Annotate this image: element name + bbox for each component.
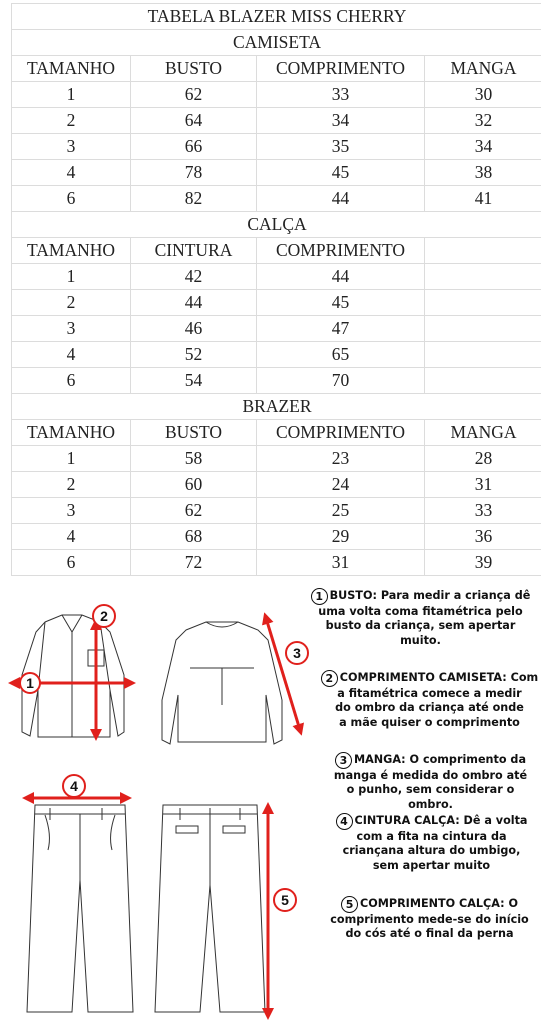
note-line: a fitamétrica comece a medir	[337, 687, 522, 700]
table-cell: 1	[12, 446, 131, 472]
table-row	[12, 472, 541, 498]
table-cell: 82	[131, 186, 257, 212]
table-cell: 58	[131, 446, 257, 472]
note-line: sem apertar muito	[372, 858, 491, 872]
table-cell: 72	[131, 550, 257, 576]
table-row	[12, 108, 541, 134]
table-cell	[425, 368, 541, 394]
table-cell: 60	[131, 472, 257, 498]
header-row	[12, 420, 541, 446]
note-pants-length	[318, 896, 541, 942]
table-cell: 25	[257, 498, 425, 524]
table-row	[12, 498, 541, 524]
table-cell: 34	[425, 134, 541, 160]
table-cell: 39	[425, 550, 541, 576]
marker-4-label: 4	[70, 778, 78, 794]
header-row	[12, 56, 541, 82]
table-cell: 44	[131, 290, 257, 316]
marker-2-label: 2	[100, 608, 108, 624]
table-row	[12, 316, 541, 342]
column-header: TAMANHO	[12, 420, 131, 446]
table-cell: 64	[131, 108, 257, 134]
column-header: TAMANHO	[12, 238, 131, 264]
note-shirt-length	[318, 670, 541, 730]
table-row	[12, 186, 541, 212]
table-row	[12, 342, 541, 368]
table-cell: 4	[12, 524, 131, 550]
table-cell: 62	[131, 498, 257, 524]
table-cell: 6	[12, 550, 131, 576]
note-line: a mãe quiser o comprimento	[339, 715, 520, 729]
table-cell: 24	[257, 472, 425, 498]
table-cell: 29	[257, 524, 425, 550]
note-line: CINTURA CALÇA: Dê a volta	[354, 814, 528, 827]
shirt-back-drawing	[162, 622, 282, 744]
table-cell: 78	[131, 160, 257, 186]
section-title: CAMISETA	[12, 30, 541, 56]
note-line: manga é medida do ombro até	[333, 769, 528, 782]
table-cell: 3	[12, 134, 131, 160]
marker-4	[63, 775, 85, 797]
note-line: MANGA: O comprimento da	[353, 753, 526, 766]
table-cell: 41	[425, 186, 541, 212]
note-line: BUSTO: Para medir a criança dê	[329, 589, 531, 602]
table-cell: 33	[425, 498, 541, 524]
table-cell: 34	[257, 108, 425, 134]
column-header: MANGA	[425, 420, 541, 446]
note-line: do cós até o final da perna	[345, 927, 514, 941]
section-title: BRAZER	[12, 394, 541, 420]
size-table	[11, 3, 541, 576]
table-cell: 30	[425, 82, 541, 108]
table-cell: 6	[12, 368, 131, 394]
marker-5	[274, 889, 296, 911]
table-cell: 36	[425, 524, 541, 550]
marker-1-label: 1	[26, 675, 34, 691]
table-cell: 66	[131, 134, 257, 160]
section-row	[12, 30, 541, 56]
table-cell: 2	[12, 472, 131, 498]
table-row	[12, 290, 541, 316]
table-row	[12, 368, 541, 394]
table-row	[12, 134, 541, 160]
table-cell: 4	[12, 160, 131, 186]
marker-3-label: 3	[293, 645, 301, 661]
table-cell: 45	[257, 160, 425, 186]
pants-front-drawing	[27, 805, 133, 1012]
table-cell: 33	[257, 82, 425, 108]
table-cell: 44	[257, 264, 425, 290]
note-pants-length-number: 5	[341, 896, 358, 913]
table-row	[12, 524, 541, 550]
note-line: do ombro da criança até onde	[335, 701, 524, 715]
note-line: uma volta coma fitamétrica pelo	[318, 605, 523, 618]
note-line: ombro.	[408, 797, 453, 811]
table-cell: 2	[12, 290, 131, 316]
table-cell: 44	[257, 186, 425, 212]
table-cell: 31	[257, 550, 425, 576]
table-row	[12, 264, 541, 290]
table-cell: 1	[12, 264, 131, 290]
table-cell	[425, 316, 541, 342]
column-header: TAMANHO	[12, 56, 131, 82]
column-header: BUSTO	[131, 420, 257, 446]
table-cell	[425, 342, 541, 368]
table-cell: 3	[12, 316, 131, 342]
table-cell: 28	[425, 446, 541, 472]
table-cell: 70	[257, 368, 425, 394]
section-row	[12, 212, 541, 238]
marker-1	[20, 673, 40, 693]
table-cell: 35	[257, 134, 425, 160]
note-waist	[322, 813, 541, 873]
section-row	[12, 394, 541, 420]
column-header: MANGA	[425, 56, 541, 82]
table-cell: 62	[131, 82, 257, 108]
table-cell: 31	[425, 472, 541, 498]
note-line: COMPRIMENTO CALÇA: O	[360, 897, 518, 910]
note-line: comprimento mede-se do início	[330, 913, 529, 926]
table-title: TABELA BLAZER MISS CHERRY	[12, 4, 541, 30]
table-cell	[425, 290, 541, 316]
column-header: COMPRIMENTO	[257, 420, 425, 446]
table-cell: 42	[131, 264, 257, 290]
table-cell: 3	[12, 498, 131, 524]
marker-2	[93, 605, 115, 627]
column-header: COMPRIMENTO	[257, 56, 425, 82]
note-bust	[300, 588, 541, 648]
marker-5-label: 5	[281, 892, 289, 908]
table-cell: 45	[257, 290, 425, 316]
table-row	[12, 82, 541, 108]
table-cell: 54	[131, 368, 257, 394]
note-sleeve	[320, 752, 541, 812]
table-row	[12, 160, 541, 186]
note-shirt-length-number: 2	[321, 670, 338, 687]
table-cell: 2	[12, 108, 131, 134]
column-header: CINTURA	[131, 238, 257, 264]
note-waist-number: 4	[336, 813, 353, 830]
pants-back-drawing	[155, 805, 265, 1012]
column-header: BUSTO	[131, 56, 257, 82]
table-cell: 65	[257, 342, 425, 368]
table-cell: 46	[131, 316, 257, 342]
note-line: criançana altura do umbigo,	[342, 844, 521, 858]
table-cell: 4	[12, 342, 131, 368]
header-row	[12, 238, 541, 264]
note-line: o punho, sem considerar o	[346, 783, 515, 797]
table-cell: 47	[257, 316, 425, 342]
note-line: muito.	[400, 633, 441, 647]
note-line: com a fita na cintura da	[356, 830, 507, 843]
table-row	[12, 550, 541, 576]
table-cell: 6	[12, 186, 131, 212]
table-cell: 68	[131, 524, 257, 550]
note-line: busto da criança, sem apertar	[325, 619, 516, 633]
column-header: COMPRIMENTO	[257, 238, 425, 264]
column-header	[425, 238, 541, 264]
note-sleeve-number: 3	[335, 752, 352, 769]
table-cell: 52	[131, 342, 257, 368]
note-bust-number: 1	[311, 588, 328, 605]
table-cell	[425, 264, 541, 290]
table-row	[12, 446, 541, 472]
table-cell: 32	[425, 108, 541, 134]
section-title: CALÇA	[12, 212, 541, 238]
note-line: COMPRIMENTO CAMISETA: Com	[339, 671, 539, 684]
table-cell: 1	[12, 82, 131, 108]
title-row	[12, 4, 541, 30]
table-cell: 38	[425, 160, 541, 186]
table-cell: 23	[257, 446, 425, 472]
